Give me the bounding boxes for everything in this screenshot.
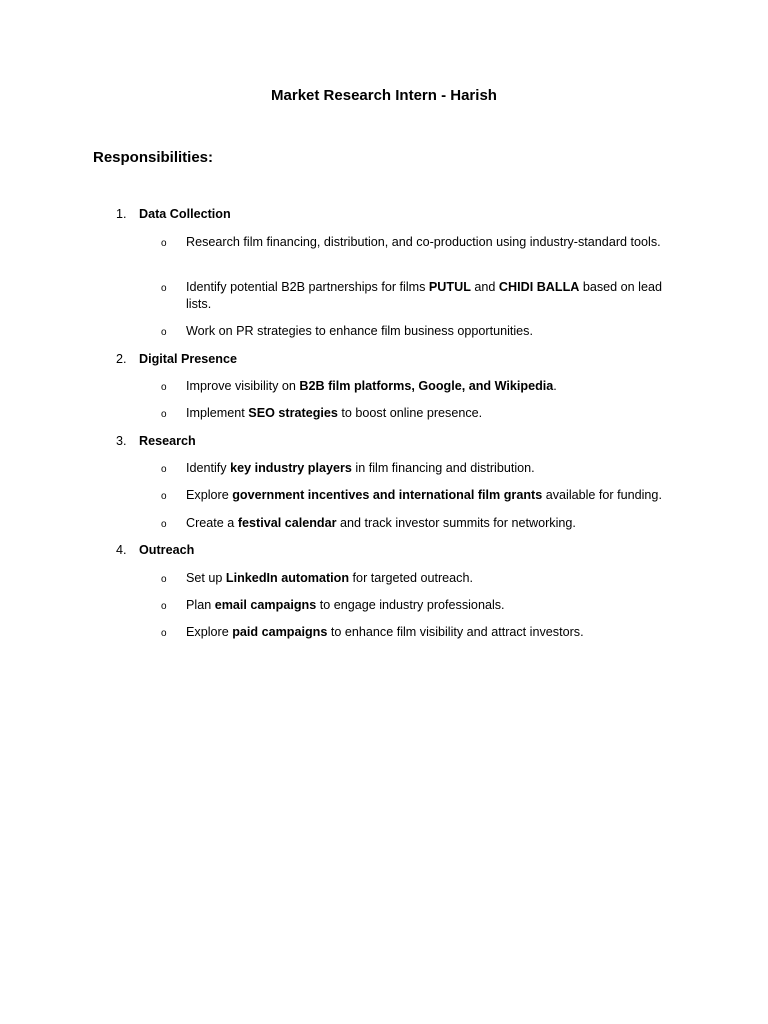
bullet-text: [186, 279, 676, 313]
bullet-text-segment: Explore: [186, 488, 233, 502]
bullet-text-segment: in film financing and distribution.: [351, 461, 535, 475]
bullet-text-segment: to engage industry professionals.: [316, 598, 505, 612]
bullet-text-segment: .: [553, 379, 557, 393]
bullet-text-segment: Set up: [186, 571, 226, 585]
bullet-text-segment: for targeted outreach.: [349, 571, 473, 585]
bullet-text: [186, 323, 676, 340]
section-label: Digital Presence: [139, 352, 237, 366]
bullet-marker: o: [161, 382, 167, 393]
bullet-marker: o: [161, 491, 167, 502]
section-number: 3.: [116, 434, 127, 448]
bullet-text-segment: Implement: [186, 406, 249, 420]
bullet-text-segment: Research film financing, distribution, and co-production using industry-standard tools.: [186, 235, 661, 249]
bullet-text-segment: Identify potential B2B partnerships for films: [186, 280, 429, 294]
bullet-text-bold: PUTUL: [428, 280, 471, 294]
bullet-text: [186, 487, 676, 504]
bullet-marker: o: [161, 464, 167, 475]
bullet-text-bold: CHIDI BALLA: [498, 280, 580, 294]
bullet-text-segment: and: [470, 280, 499, 294]
bullet-text-segment: Plan: [186, 598, 215, 612]
section-number: 4.: [116, 543, 127, 557]
responsibilities-heading: Responsibilities:: [93, 149, 214, 166]
bullet-text-segment: based on lead lists.: [186, 280, 662, 311]
bullet-text: [186, 515, 676, 532]
bullet-text-segment: Explore: [186, 625, 233, 639]
bullet-text-bold: government incentives and international film grants: [232, 488, 543, 502]
section-number: 1.: [116, 207, 127, 221]
bullet-text-segment: and track investor summits for networking.: [336, 516, 576, 530]
bullet-text-bold: key industry players: [230, 461, 352, 475]
bullet-text-bold: email campaigns: [214, 598, 317, 612]
bullet-text: [186, 570, 676, 587]
section-number: 2.: [116, 352, 127, 366]
section-label: Outreach: [139, 543, 195, 557]
bullet-text: [186, 234, 676, 251]
bullet-marker: o: [161, 519, 167, 530]
bullet-text: [186, 624, 676, 641]
document-title: Market Research Intern - Harish: [271, 87, 497, 104]
bullet-marker: o: [161, 327, 167, 338]
bullet-marker: o: [161, 238, 167, 249]
bullet-text-bold: festival calendar: [237, 516, 337, 530]
bullet-text-segment: Create a: [186, 516, 238, 530]
bullet-text-bold: LinkedIn automation: [225, 571, 350, 585]
bullet-text: [186, 405, 676, 422]
section-label: Data Collection: [139, 207, 231, 221]
bullet-text: [186, 460, 676, 477]
bullet-text-segment: Identify: [186, 461, 231, 475]
bullet-text: [186, 597, 676, 614]
bullet-text-bold: SEO strategies: [248, 406, 338, 420]
bullet-text-bold: paid campaigns: [232, 625, 328, 639]
section-label: Research: [139, 434, 196, 448]
bullet-marker: o: [161, 628, 167, 639]
bullet-marker: o: [161, 574, 167, 585]
bullet-text: [186, 378, 676, 395]
bullet-text-bold: B2B film platforms, Google, and Wikipedia: [299, 379, 554, 393]
bullet-text-segment: to enhance film visibility and attract investors.: [327, 625, 584, 639]
bullet-text-segment: Work on PR strategies to enhance film business opportunities.: [186, 324, 533, 338]
bullet-text-segment: Improve visibility on: [186, 379, 300, 393]
bullet-text-segment: to boost online presence.: [337, 406, 483, 420]
bullet-marker: o: [161, 283, 167, 294]
bullet-marker: o: [161, 409, 167, 420]
bullet-text-segment: available for funding.: [542, 488, 662, 502]
bullet-marker: o: [161, 601, 167, 612]
